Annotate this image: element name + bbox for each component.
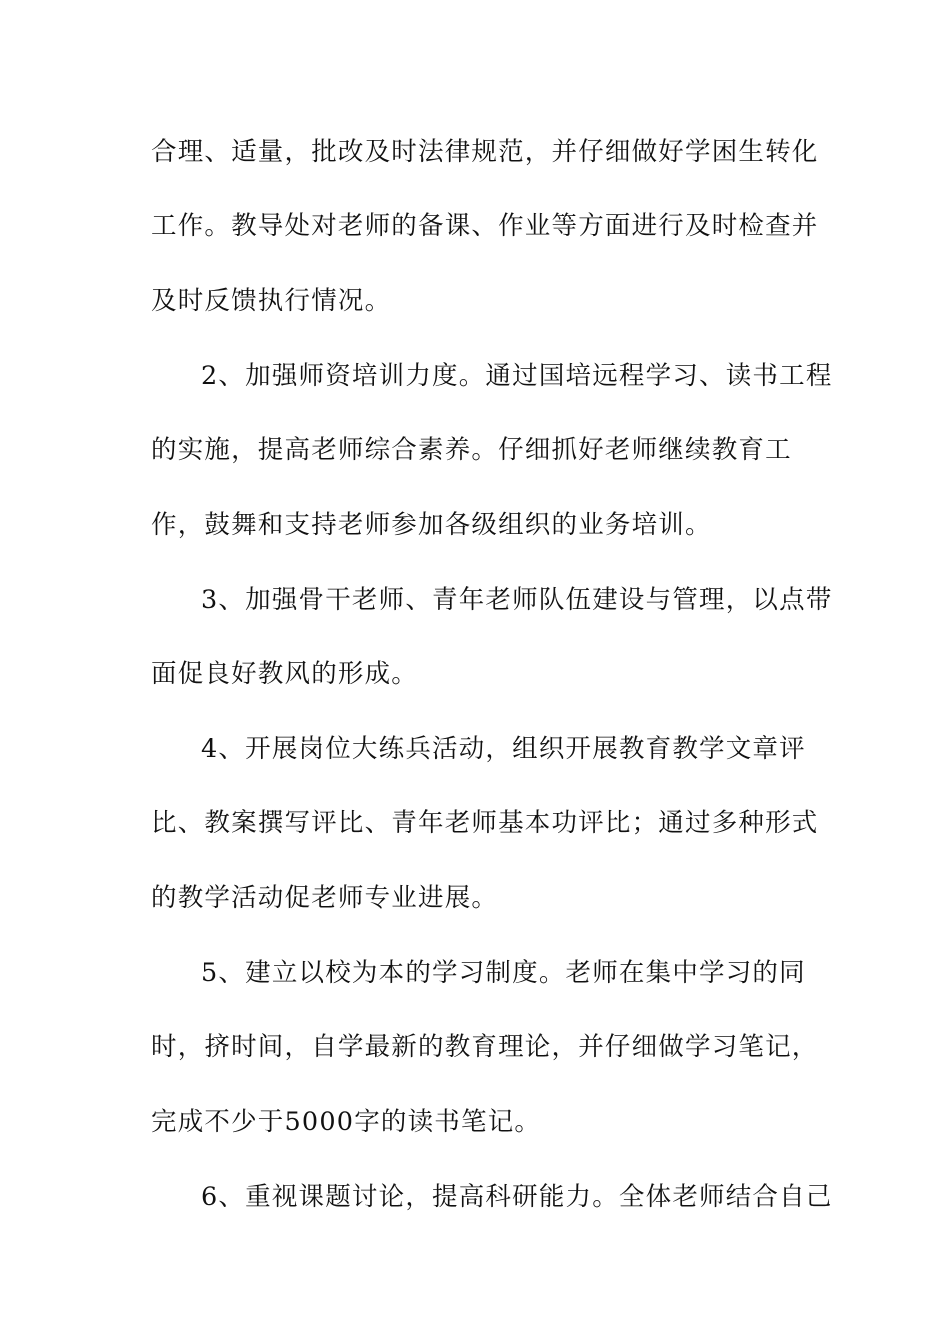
text-line: 的教学活动促老师专业进展。 [151, 883, 499, 913]
text-line: 合理、适量，批改及时法律规范，并仔细做好学困生转化 [151, 137, 819, 167]
paragraph-2-start: 2、加强师资培训力度。通过国培远程学习、读书工程 [201, 361, 833, 391]
text-line: 面促良好教风的形成。 [151, 659, 419, 689]
paragraph-4-start: 4、开展岗位大练兵活动，组织开展教育教学文章评 [201, 734, 806, 764]
paragraph-5-start: 5、建立以校为本的学习制度。老师在集中学习的同 [201, 958, 806, 988]
text-line: 工作。教导处对老师的备课、作业等方面进行及时检查并 [151, 211, 819, 241]
text-line: 比、教案撰写评比、青年老师基本功评比；通过多种形式 [151, 808, 819, 838]
text-line: 的实施，提高老师综合素养。仔细抓好老师继续教育工 [151, 435, 792, 465]
text-line: 时，挤时间，自学最新的教育理论，并仔细做学习笔记， [151, 1032, 819, 1062]
text-line: 作，鼓舞和支持老师参加各级组织的业务培训。 [151, 510, 712, 540]
paragraph-3-start: 3、加强骨干老师、青年老师队伍建设与管理，以点带 [201, 585, 833, 615]
paragraph-6-start: 6、重视课题讨论，提高科研能力。全体老师结合自己 [201, 1182, 833, 1212]
text-line: 及时反馈执行情况。 [151, 286, 392, 316]
text-line: 完成不少于5000字的读书笔记。 [151, 1107, 542, 1137]
